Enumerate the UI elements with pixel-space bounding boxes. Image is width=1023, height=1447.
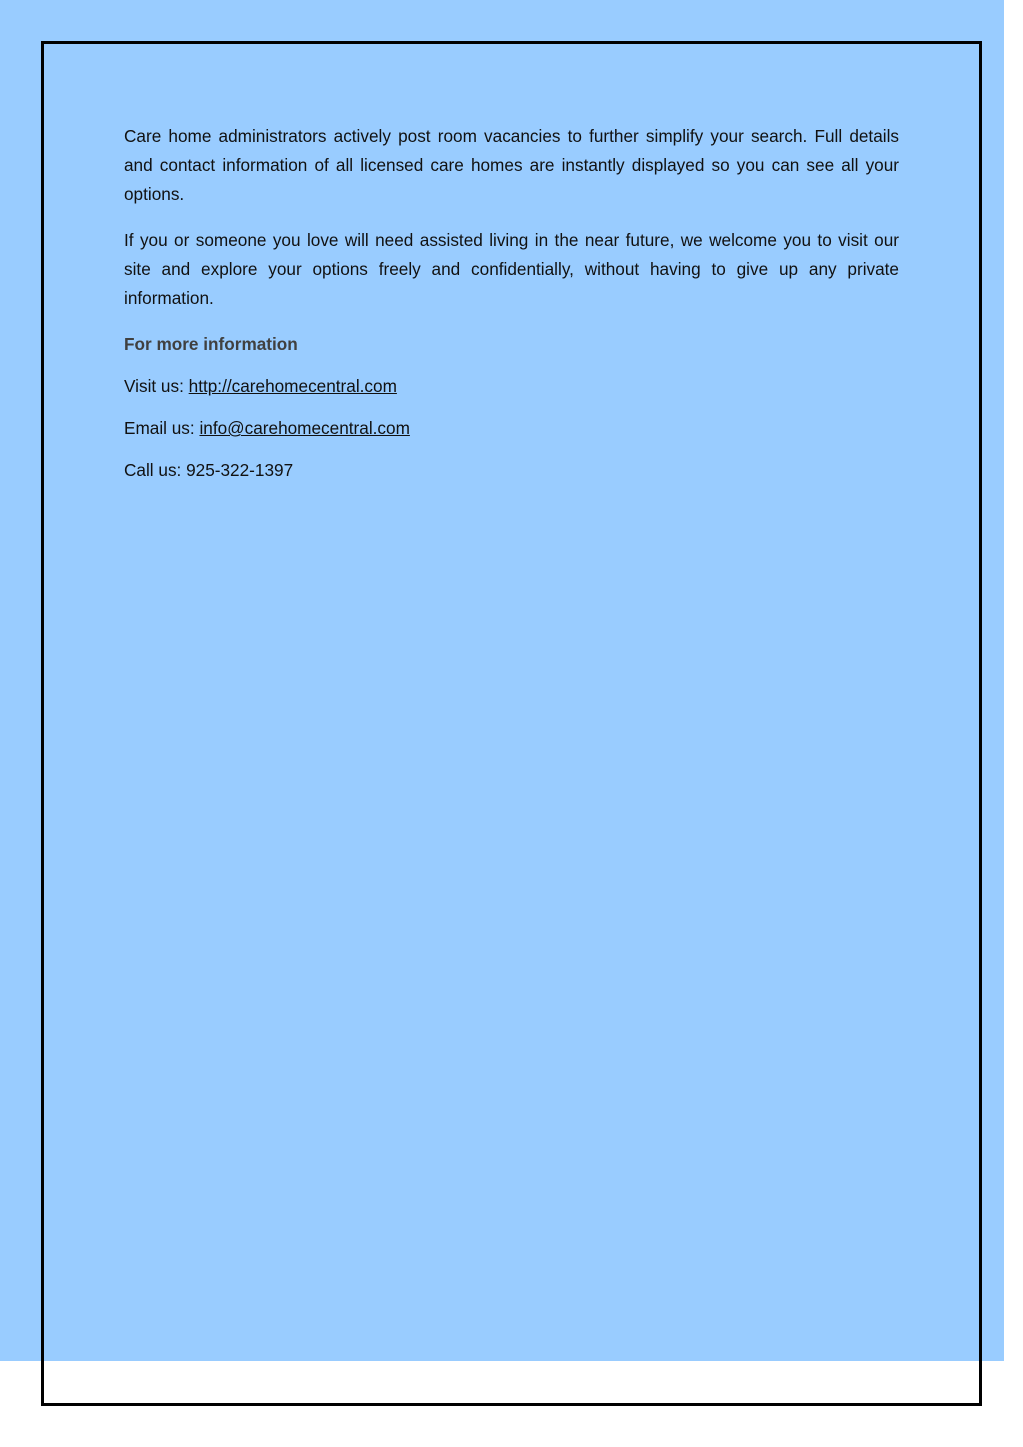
contact-heading: For more information	[124, 334, 298, 354]
document-body	[124, 122, 899, 498]
visit-label: Visit us:	[124, 376, 189, 396]
email-line	[124, 414, 899, 443]
visit-line	[124, 372, 899, 401]
email-label: Email us:	[124, 418, 200, 438]
email-link[interactable]: info@carehomecentral.com	[199, 418, 410, 438]
paragraph-assisted-living: If you or someone you love will need assisted living in the near future, we welcome you to visit our site and explore your options freely and confidentially, without having to give up any private information.	[124, 230, 899, 308]
phone-line: Call us: 925-322-1397	[124, 460, 294, 480]
website-link[interactable]: http://carehomecentral.com	[188, 376, 397, 396]
paragraph-vacancies: Care home administrators actively post room vacancies to further simplify your search. Full details and contact information of all licensed care homes are instantly displayed so you can see all your options.	[124, 126, 899, 204]
